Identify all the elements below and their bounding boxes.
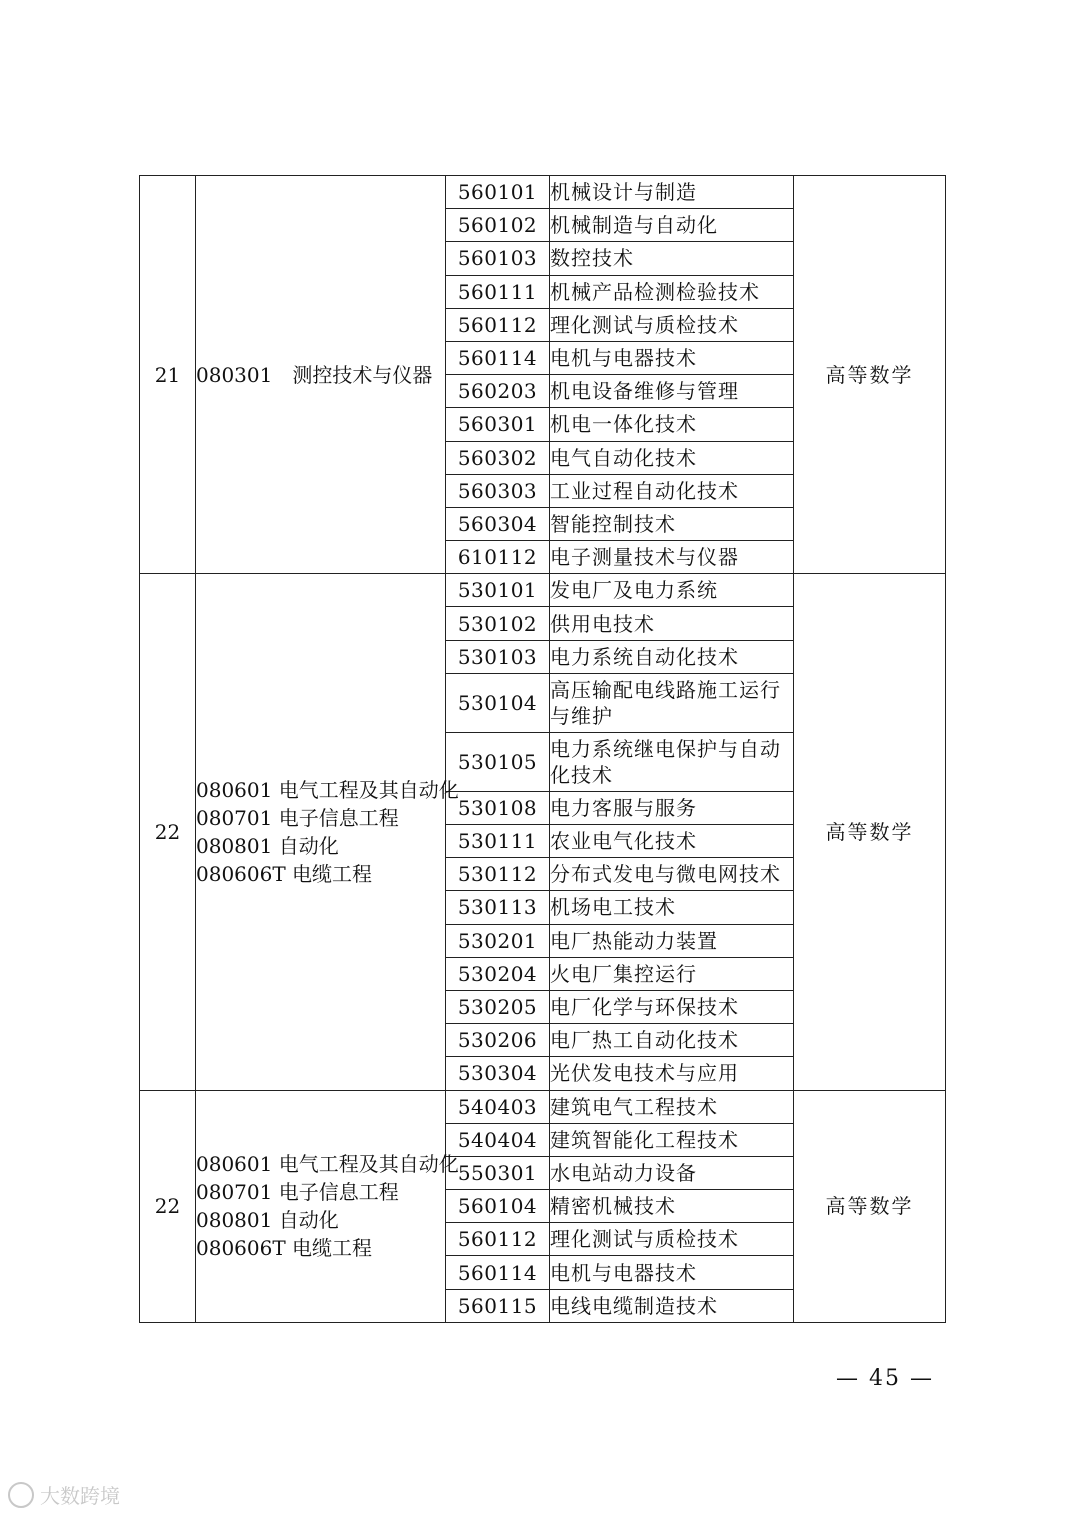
- vocational-major-name: 电力客服与服务: [550, 791, 794, 824]
- major-line: 080601 电气工程及其自动化: [196, 1152, 459, 1177]
- vocational-major-name: 数控技术: [550, 242, 794, 275]
- major-line: 080301 测控技术与仪器: [196, 362, 433, 387]
- table-body: [140, 176, 946, 1323]
- vocational-major-code: 530206: [446, 1024, 550, 1057]
- vocational-major-name: 机械制造与自动化: [550, 209, 794, 242]
- exam-subject: 高等数学: [794, 574, 946, 1090]
- vocational-major-code: 550301: [446, 1156, 550, 1189]
- major-line: 080606T 电缆工程: [196, 861, 373, 886]
- major-line: 080801 自动化: [196, 833, 339, 858]
- vocational-major-name: 理化测试与质检技术: [550, 308, 794, 341]
- page-number: — 45 —: [836, 1366, 934, 1391]
- group-number: 22: [140, 1090, 196, 1322]
- vocational-major-name: 光伏发电技术与应用: [550, 1057, 794, 1090]
- undergraduate-majors: [196, 1090, 459, 1322]
- vocational-major-name: 分布式发电与微电网技术: [550, 858, 794, 891]
- vocational-major-code: 560104: [446, 1190, 550, 1223]
- vocational-major-name: 电子测量技术与仪器: [550, 541, 794, 574]
- vocational-major-name: 精密机械技术: [550, 1190, 794, 1223]
- group-number: 21: [140, 176, 196, 574]
- vocational-major-name: 建筑电气工程技术: [550, 1090, 794, 1123]
- vocational-major-code: 560304: [446, 507, 550, 540]
- vocational-major-name: 电力系统自动化技术: [550, 640, 794, 673]
- vocational-major-name: 机电设备维修与管理: [550, 375, 794, 408]
- vocational-major-name: 电力系统继电保护与自动化技术: [550, 732, 794, 791]
- vocational-major-code: 560112: [446, 308, 550, 341]
- vocational-major-name: 理化测试与质检技术: [550, 1223, 794, 1256]
- vocational-major-code: 540404: [446, 1123, 550, 1156]
- table-row: [140, 1090, 946, 1123]
- vocational-major-code: 610112: [446, 541, 550, 574]
- vocational-major-name: 农业电气化技术: [550, 825, 794, 858]
- vocational-major-code: 530204: [446, 957, 550, 990]
- vocational-major-code: 530104: [446, 673, 550, 732]
- vocational-major-name: 机电一体化技术: [550, 408, 794, 441]
- vocational-major-code: 560303: [446, 474, 550, 507]
- vocational-major-name: 机械设计与制造: [550, 176, 794, 209]
- vocational-major-name: 机场电工技术: [550, 891, 794, 924]
- vocational-major-code: 530105: [446, 732, 550, 791]
- watermark-logo-icon: [8, 1482, 34, 1508]
- major-mapping-table: [139, 175, 946, 1323]
- major-line: 080801 自动化: [196, 1208, 339, 1233]
- vocational-major-code: 530201: [446, 924, 550, 957]
- vocational-major-code: 530101: [446, 574, 550, 607]
- vocational-major-code: 530304: [446, 1057, 550, 1090]
- group-number: 22: [140, 574, 196, 1090]
- vocational-major-name: 高压输配电线路施工运行与维护: [550, 673, 794, 732]
- vocational-major-name: 工业过程自动化技术: [550, 474, 794, 507]
- vocational-major-code: 560102: [446, 209, 550, 242]
- vocational-major-code: 560203: [446, 375, 550, 408]
- vocational-major-code: 530102: [446, 607, 550, 640]
- vocational-major-code: 560302: [446, 441, 550, 474]
- vocational-major-code: 560112: [446, 1223, 550, 1256]
- vocational-major-name: 电气自动化技术: [550, 441, 794, 474]
- vocational-major-code: 530111: [446, 825, 550, 858]
- vocational-major-code: 560301: [446, 408, 550, 441]
- vocational-major-name: 建筑智能化工程技术: [550, 1123, 794, 1156]
- undergraduate-majors: [196, 574, 459, 1090]
- vocational-major-name: 火电厂集控运行: [550, 957, 794, 990]
- exam-subject: 高等数学: [794, 176, 946, 574]
- vocational-major-name: 智能控制技术: [550, 507, 794, 540]
- vocational-major-name: 电线电缆制造技术: [550, 1289, 794, 1322]
- vocational-major-code: 560114: [446, 1256, 550, 1289]
- undergraduate-majors: [196, 176, 446, 574]
- vocational-major-code: 530103: [446, 640, 550, 673]
- major-line: 080601 电气工程及其自动化: [196, 777, 459, 802]
- vocational-major-code: 560101: [446, 176, 550, 209]
- major-line: 080701 电子信息工程: [196, 1180, 399, 1205]
- vocational-major-code: 560115: [446, 1289, 550, 1322]
- vocational-major-name: 电机与电器技术: [550, 1256, 794, 1289]
- vocational-major-code: 530205: [446, 990, 550, 1023]
- vocational-major-name: 电厂热工自动化技术: [550, 1024, 794, 1057]
- vocational-major-code: 530112: [446, 858, 550, 891]
- vocational-major-code: 560114: [446, 341, 550, 374]
- vocational-major-code: 560103: [446, 242, 550, 275]
- vocational-major-name: 机械产品检测检验技术: [550, 275, 794, 308]
- vocational-major-name: 发电厂及电力系统: [550, 574, 794, 607]
- watermark-text: 大数跨境: [40, 1484, 120, 1508]
- major-line: 080701 电子信息工程: [196, 805, 399, 830]
- vocational-major-name: 电机与电器技术: [550, 341, 794, 374]
- vocational-major-code: 530113: [446, 891, 550, 924]
- vocational-major-code: 530108: [446, 791, 550, 824]
- table-row: [140, 574, 946, 607]
- exam-subject: 高等数学: [794, 1090, 946, 1322]
- vocational-major-code: 540403: [446, 1090, 550, 1123]
- vocational-major-name: 电厂热能动力装置: [550, 924, 794, 957]
- vocational-major-code: 560111: [446, 275, 550, 308]
- vocational-major-name: 电厂化学与环保技术: [550, 990, 794, 1023]
- table-row: [140, 176, 946, 209]
- major-line: 080606T 电缆工程: [196, 1236, 373, 1261]
- vocational-major-name: 供用电技术: [550, 607, 794, 640]
- watermark: [8, 1480, 120, 1509]
- vocational-major-name: 水电站动力设备: [550, 1156, 794, 1189]
